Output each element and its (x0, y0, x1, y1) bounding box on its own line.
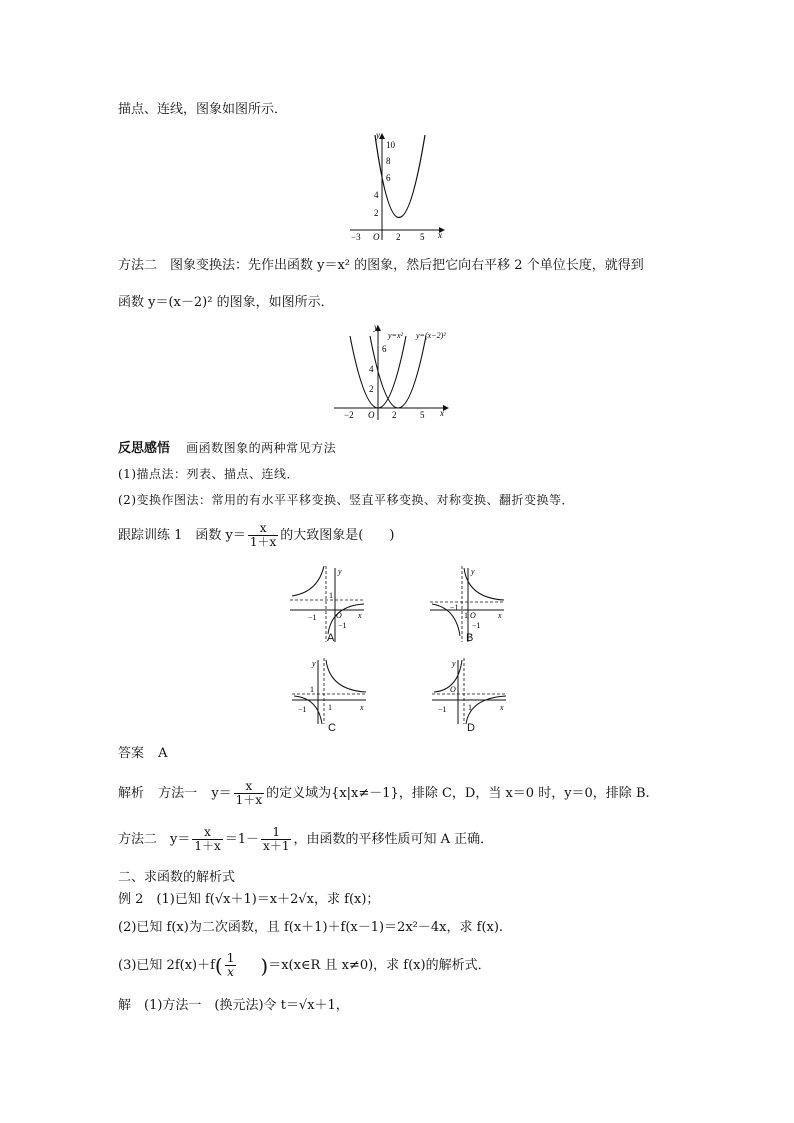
exercise-question (118, 522, 394, 549)
x-axis-label: x (438, 230, 442, 240)
svg-text:x: x (498, 611, 502, 620)
x-tick-origin: O (368, 410, 375, 420)
method2-line1: 方法二 图象变换法：先作出函数 y＝x² 的图象，然后把它向右平移 2 个单位长度，就得到 (118, 258, 644, 273)
example2-part1: 例 2 (1)已知 f(√x＋1)＝x＋2√x，求 f(x)； (118, 892, 380, 907)
method2b-line (118, 826, 493, 853)
intro-text: 描点、连线，图象如图所示． (118, 102, 288, 117)
method2-line2: 函数 y＝(x－2)² 的图象，如图所示． (118, 295, 334, 310)
ex2-3-prefix: (3)已知 2f(x)＋f (118, 958, 215, 973)
analysis-fraction (234, 780, 264, 807)
analysis-method: 方法一 (158, 786, 198, 801)
y-tick-2: 2 (369, 384, 374, 394)
y-tick-10: 10 (386, 140, 395, 150)
option-graph-c (290, 654, 370, 726)
analysis-y: y＝ (211, 786, 232, 801)
method2b-mid: ＝1－ (224, 832, 260, 847)
fraction-denominator: 1＋x (235, 793, 263, 807)
fraction-denominator: x (227, 965, 234, 979)
analysis-line (118, 780, 650, 807)
reflection-subtitle: 画函数图象的两种常见方法 (186, 441, 337, 455)
svg-text:1: 1 (464, 611, 468, 620)
svg-text:−1: −1 (450, 603, 459, 612)
svg-text:1: 1 (329, 591, 333, 600)
fraction-numerator: 1 (261, 826, 291, 840)
x-tick-5: 5 (420, 232, 425, 242)
y-tick-6: 6 (386, 173, 391, 183)
svg-text:y: y (338, 567, 342, 576)
svg-text:O: O (336, 611, 342, 620)
svg-text:O: O (450, 685, 456, 694)
example2-part3: (3)已知 2f(x)＋f( $\frac{1}{x}$ )＝x(x∈R 且 x≠0)，求 f(x)的解析式． (118, 951, 491, 979)
y-axis-label: y (374, 322, 378, 332)
exercise-suffix: 的大致图象是( ) (280, 528, 395, 543)
option-graph-d (430, 654, 510, 726)
x-tick-5: 5 (420, 410, 425, 420)
svg-text:−1: −1 (438, 705, 447, 714)
exercise-fraction (248, 522, 278, 549)
section-heading: 二、求函数的解析式 (118, 870, 236, 885)
svg-text:x: x (360, 703, 364, 712)
x-tick-origin: O (373, 232, 380, 242)
method2b-prefix: 方法二 y＝ (118, 832, 191, 847)
svg-text:−1: −1 (298, 705, 307, 714)
solution-line: 解 (1)方法一 (换元法)令 t＝√x＋1， (118, 998, 349, 1013)
y-tick-6: 6 (382, 344, 387, 354)
reflection-heading (118, 440, 336, 457)
curve2-label: y=(x−2)² (416, 331, 446, 340)
x-tick-2: 2 (392, 410, 397, 420)
x-tick-2: 2 (396, 232, 401, 242)
exercise-prefix: 跟踪训练 1 函数 y＝ (118, 528, 246, 543)
method2b-suffix: ，由函数的平移性质可知 A 正确． (293, 832, 494, 847)
y-axis-label: y (376, 130, 380, 140)
svg-text:−1: −1 (338, 621, 347, 630)
graph-parabola-1 (348, 130, 458, 245)
svg-text:x: x (358, 611, 362, 620)
x-tick-neg3: −3 (351, 232, 361, 242)
y-tick-8: 8 (386, 156, 391, 166)
fraction-numerator: 1 (226, 951, 235, 965)
option-label-b[interactable]: B (466, 632, 474, 644)
example2-part2: (2)已知 f(x)为二次函数，且 f(x＋1)＋f(x－1)＝2x²－4x，求 f(x). (118, 920, 504, 935)
svg-text:−1: −1 (308, 613, 317, 622)
reflection-item-1: (1)描点法：列表、描点、连线． (118, 467, 299, 481)
answer-label: 答案 (118, 746, 145, 761)
fraction-denominator: 1＋x (194, 839, 221, 853)
svg-text:−1: −1 (472, 621, 481, 630)
svg-text:1: 1 (468, 703, 472, 712)
svg-text:1: 1 (310, 685, 314, 694)
analysis-label: 解析 (118, 786, 145, 801)
svg-text:y: y (452, 659, 456, 668)
answer-value: A (158, 746, 168, 761)
graph-parabola-2 (330, 322, 470, 422)
fraction-denominator: x＋1 (263, 839, 290, 853)
svg-text:1: 1 (328, 703, 332, 712)
option-label-d[interactable]: D (467, 722, 475, 734)
analysis-text: 的定义域为{x|x≠－1}，排除 C，D，当 x＝0 时，y＝0，排除 B. (266, 786, 650, 801)
fraction-denominator: 1＋x (249, 535, 277, 549)
method2b-fraction-1 (192, 826, 222, 853)
svg-text:O: O (470, 611, 476, 620)
option-label-c[interactable]: C (328, 722, 336, 734)
fraction-numerator: x (248, 522, 278, 536)
svg-text:y: y (471, 567, 475, 576)
ex2-3-fraction (225, 952, 237, 979)
method2b-fraction-2 (261, 826, 291, 853)
fraction-numerator: x (192, 826, 222, 840)
svg-text:x: x (500, 703, 504, 712)
option-label-a[interactable]: A (327, 632, 335, 644)
answer-line (118, 746, 168, 762)
y-tick-2: 2 (374, 208, 379, 218)
x-tick-neg2: −2 (344, 410, 354, 420)
reflection-title: 反思感悟 (118, 441, 171, 456)
svg-text:y: y (312, 659, 316, 668)
x-axis-label: x (440, 408, 444, 418)
curve1-label: y=x² (388, 331, 403, 340)
fraction-numerator: x (234, 780, 264, 794)
ex2-3-suffix: ＝x(x∈R 且 x≠0)，求 f(x)的解析式． (268, 958, 491, 973)
reflection-item-2: (2)变换作图法：常用的有水平平移变换、竖直平移变换、对称变换、翻折变换等． (118, 493, 575, 507)
y-tick-4: 4 (369, 364, 374, 374)
y-tick-4: 4 (374, 190, 379, 200)
